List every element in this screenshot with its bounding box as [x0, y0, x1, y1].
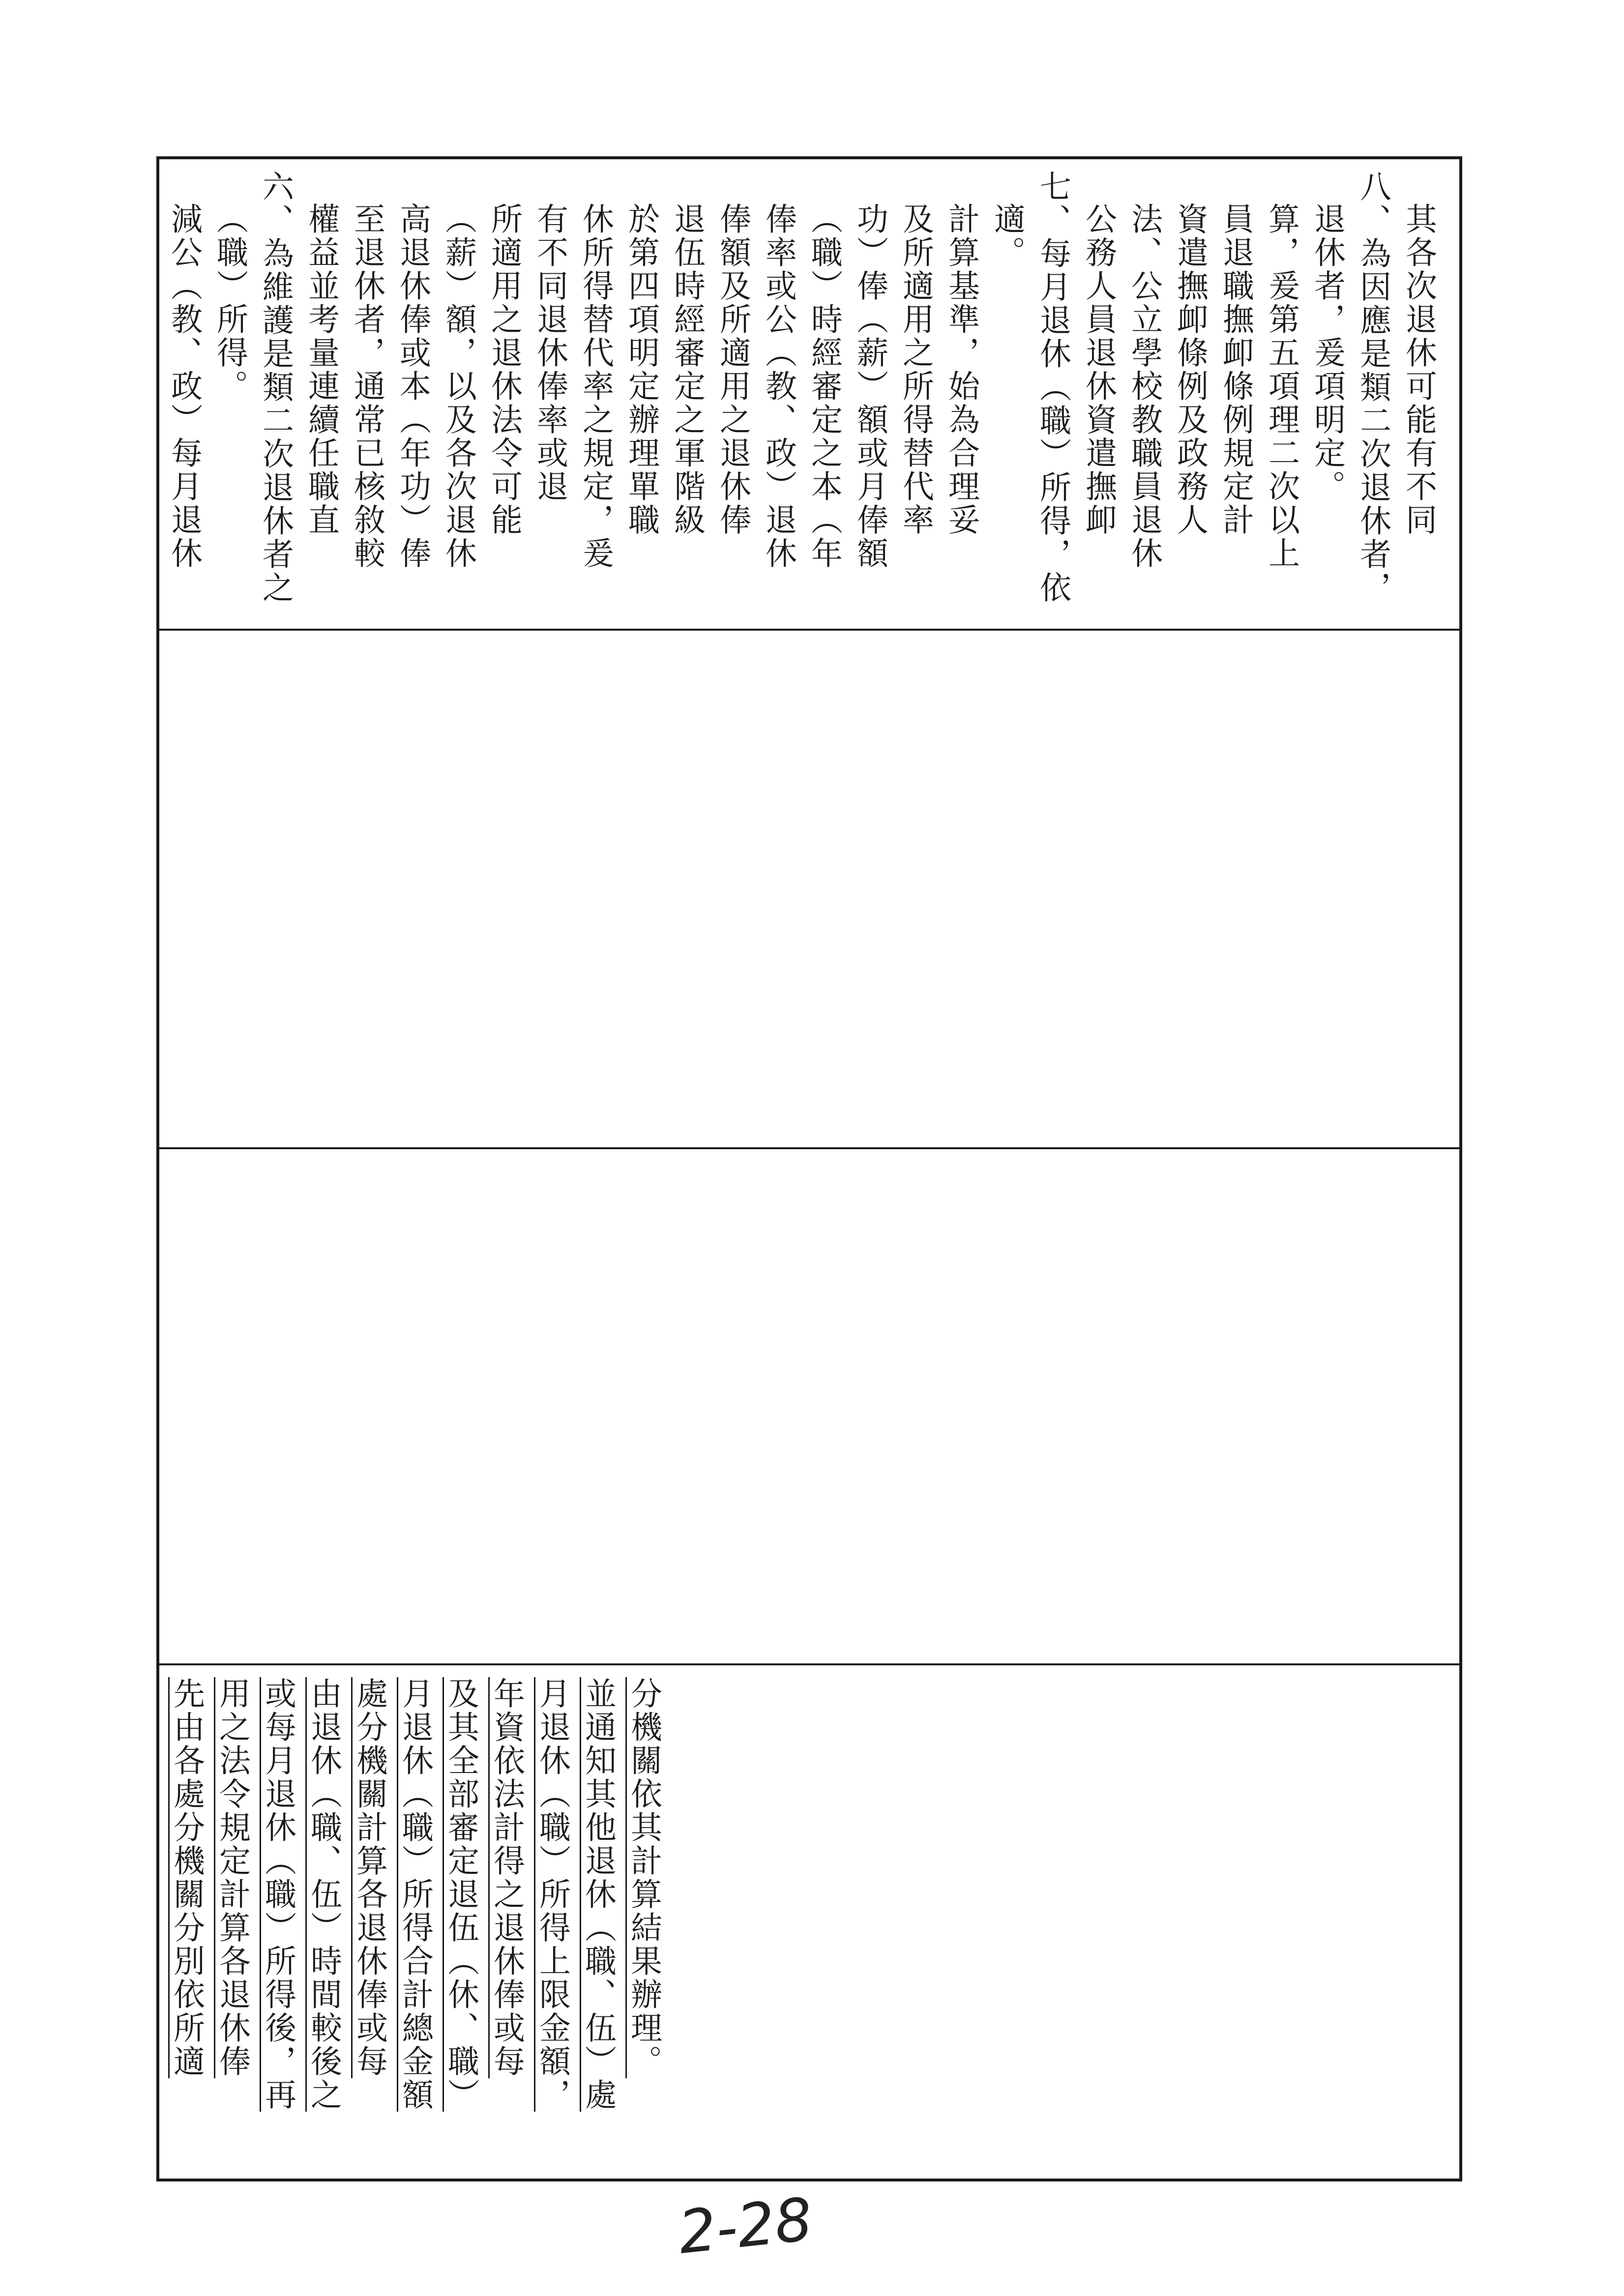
- explanation-line: 法、公立學校教職員退休: [1126, 203, 1162, 570]
- article-line: 並通知其他退休（職、伍）處: [580, 1677, 616, 2112]
- explanation-line: 計算基準，始為合理妥: [943, 203, 979, 537]
- explanation-line: 至退休者，通常已核敘較: [349, 203, 385, 570]
- explanation-line: 減公（教、政）每月退休: [166, 203, 202, 570]
- explanation-line: 功）俸（薪）額或月俸額: [852, 203, 888, 570]
- explanation-line: 適。: [989, 203, 1025, 269]
- explanation-line: 權益並考量連續任職直: [303, 203, 339, 537]
- explanation-line: 俸額及所適用之退休俸: [714, 203, 751, 537]
- explanation-line: 所適用之退休法令可能: [486, 203, 522, 537]
- article-line: 處分機關計算各退休俸或每: [351, 1677, 387, 2078]
- explanation-line: 員退職撫卹條例規定計: [1217, 203, 1254, 537]
- explanation-line: 算，爰第五項理二次以上: [1263, 203, 1299, 570]
- article-line: 月退休（職）所得上限金額，: [534, 1677, 570, 2112]
- explanation-line: 資遣撫卹條例及政務人: [1172, 203, 1208, 537]
- article-line: 及其全部審定退伍（休、職）: [443, 1677, 479, 2112]
- article-line: 年資依法計得之退休俸或每: [488, 1677, 525, 2078]
- explanation-line: 休所得替代率之規定，爰: [577, 203, 614, 570]
- explanation-line: 公務人員退休資遣撫卹: [1080, 203, 1117, 537]
- explanation-line: 於第四項明定辦理單職: [623, 203, 659, 537]
- explanation-line: （薪）額，以及各次退休: [440, 203, 476, 570]
- explanation-line: 俸率或公（教、政）退休: [760, 203, 797, 570]
- page-number: 2-28: [675, 2185, 816, 2267]
- explanation-line: 及所適用之所得替代率: [897, 203, 934, 537]
- article-line: 用之法令規定計算各退休俸: [214, 1677, 250, 2078]
- explanation-line: 六、為維護是類二次退休者之: [257, 170, 294, 605]
- explanation-line: 高退休俸或本（年功）俸: [394, 203, 431, 570]
- article-line: 月退休（職）所得合計總金額: [397, 1677, 433, 2112]
- article-line: 分機關依其計算結果辦理。: [625, 1677, 662, 2078]
- explanation-line: 有不同退休俸率或退: [531, 203, 568, 503]
- explanation-cell: [159, 159, 1459, 629]
- table-frame: [156, 156, 1462, 2181]
- explanation-line: （職）時經審定之本（年: [806, 203, 842, 570]
- article-line: 或每月退休（職）所得後，再: [260, 1677, 296, 2112]
- row-divider-1: [159, 629, 1459, 631]
- explanation-line: （職）所得。: [211, 203, 248, 403]
- explanation-line: 退休者，爰項明定。: [1309, 203, 1345, 503]
- article-text-cell: [159, 1665, 1459, 2181]
- explanation-line: 七、每月退休（職）所得，依: [1034, 170, 1071, 605]
- article-line: 先由各處分機關分別依所適: [168, 1677, 205, 2078]
- row-divider-2: [159, 1147, 1459, 1149]
- explanation-line: 退伍時經審定之軍階級: [669, 203, 705, 537]
- explanation-line: 其各次退休可能有不同: [1400, 203, 1437, 537]
- explanation-line: 八、為因應是類二次退休者，: [1355, 170, 1391, 605]
- article-line: 由退休（職、伍）時間較後之: [305, 1677, 342, 2112]
